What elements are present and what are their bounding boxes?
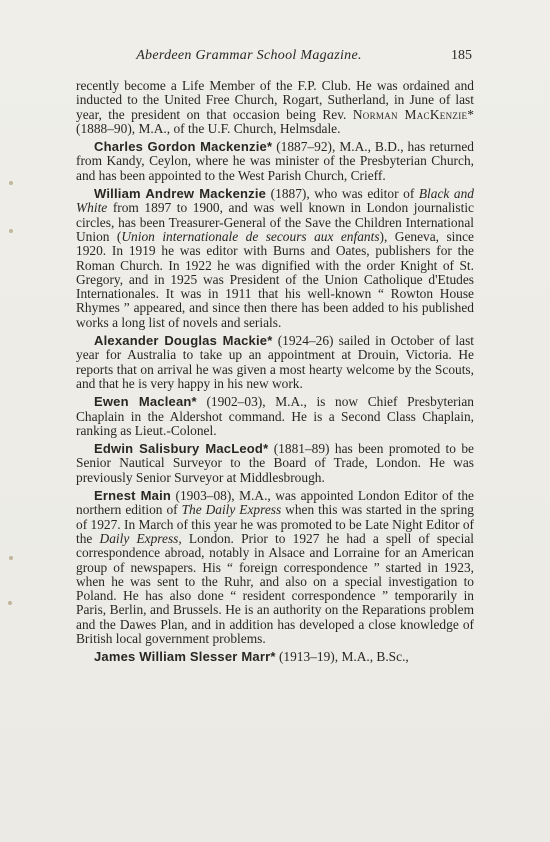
margin-speck <box>9 229 13 233</box>
organisation-name: Union internationale de secours aux enfants <box>121 228 380 244</box>
entry-text: (1902–03), M.A., is now Chief Presbyterian Chaplain in the Aldershot command. He is a Second Class Chaplain, ranking as Lieut.-Colonel. <box>76 394 475 438</box>
entry-paragraph <box>76 489 474 646</box>
entry-paragraph <box>76 140 474 183</box>
margin-speck <box>9 556 13 560</box>
entry-text: * (1888–90), M.A., of the U.F. Church, Helmsdale. <box>76 106 474 136</box>
entry-paragraph <box>76 334 474 391</box>
page-number: 185 <box>451 48 472 63</box>
publication-title: Black and White <box>76 186 474 216</box>
entry-text: (1913–19), M.A., B.Sc., <box>275 649 409 665</box>
entry-name: Ewen Maclean* <box>94 394 197 410</box>
entry-name: Ernest Main <box>94 488 172 504</box>
entry-paragraph <box>76 187 474 330</box>
entry-text: London. Prior to 1927 he had a spell of special correspondence abroad, notably in Alsace and Lorraine for an American group of newspapers. His “ foreign correspondence ” started in 1923, when he was sent to the Ruhr, and also on a special investigation to Poland. He has also done “ resident correspondence ” temporarily in Paris, Berlin, and Brussels. He is an authority on the Reparations problem and the Dawes Plan, and in addition has developed a close knowledge of British local government problems. <box>76 530 474 646</box>
entry-paragraph <box>76 79 474 136</box>
publication-title: The Daily Express <box>181 502 282 518</box>
entry-text: recently become a Life Member of the F.P. Club. He was ordained and inducted to the United Free Church, Rogart, Sutherland, in June of last year, the president on that occasion being Rev. <box>76 78 474 122</box>
entry-text: (1887–92), M.A., B.D., has returned from Kandy, Ceylon, where he was minister of the Presbyterian Church, and has been appointed to the West Parish Church, Crieff. <box>76 139 474 183</box>
entry-text: (1887), who was editor of <box>266 186 419 202</box>
entry-name: Alexander Douglas Mackie* <box>94 333 273 349</box>
entry-paragraph <box>76 395 474 438</box>
page-header <box>76 48 474 68</box>
entry-text: (1881–89) has been promoted to be Senior Nautical Surveyor to the Board of Trade, London. He was previously Senior Surveyor at Middlesbrough. <box>76 441 474 485</box>
entry-name: Edwin Salisbury MacLeod* <box>94 441 269 457</box>
entry-text: ), Geneva, since 1920. In 1919 he was editor with Burns and Oates, publishers for the Roman Church. In 1922 he was dignified with the order Knight of St. Gregory, and in 1925 was President of the Union Catholique d'Etudes Internationales. It was in 1911 that his well-known “ Rowton House Rhymes ” appeared, and since then there has been added to his published works a long list of novels and serials. <box>76 228 474 330</box>
entry-name: William Andrew Mackenzie <box>94 186 267 202</box>
entry-text: from 1897 to 1900, and was well known in London journalistic circles, has been Treasurer-General of the Save the Children International Union ( <box>76 200 474 244</box>
entry-name: Charles Gordon Mackenzie* <box>94 139 273 155</box>
entry-paragraph <box>76 442 474 485</box>
entry-text: when this was started in the spring of 1927. In March of this year he was promoted to be Late Night Editor of the <box>76 502 474 546</box>
margin-speck <box>8 601 12 605</box>
entry-paragraph <box>76 650 474 664</box>
article-body <box>76 79 474 669</box>
margin-speck <box>9 181 13 185</box>
publication-title: Daily Express, <box>99 530 182 546</box>
running-head: Aberdeen Grammar School Magazine. <box>136 48 362 63</box>
entry-text: (1903–08), M.A., was appointed London Editor of the northern edition of <box>76 488 474 518</box>
entry-text: (1924–26) sailed in October of last year for Australia to take up an appointment at Drouin, Victoria. He reports that on arrival he was given a most hearty welcome by the Scouts, and that he is very happy in his new work. <box>76 333 474 391</box>
entry-name-smallcaps: Norman MacKenzie <box>352 106 468 122</box>
entry-name: James William Slesser Marr* <box>94 649 276 665</box>
